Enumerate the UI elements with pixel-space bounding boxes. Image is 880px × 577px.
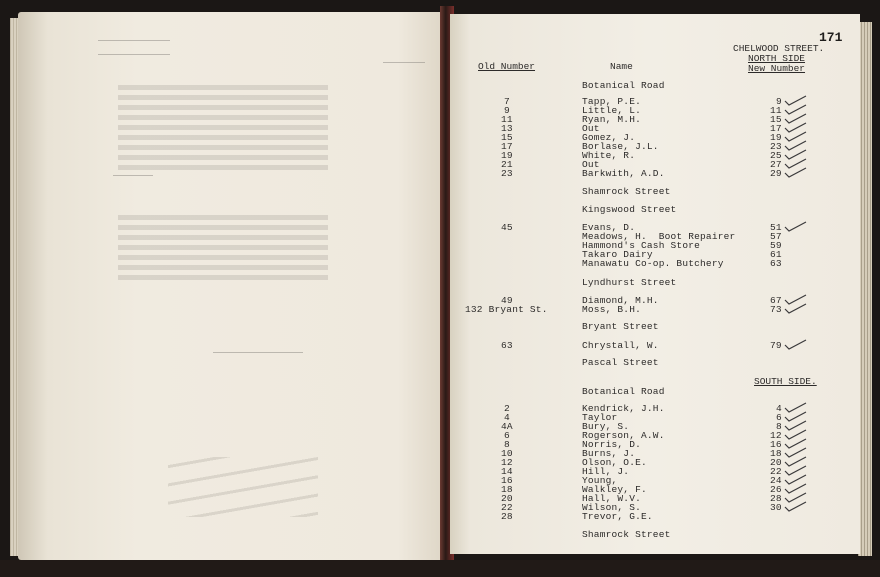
bleed-text-block bbox=[118, 82, 328, 172]
occupant-name: Tapp, P.E. bbox=[582, 96, 642, 107]
new-number: 59 bbox=[770, 240, 782, 251]
occupant-name: Norris, D. bbox=[582, 439, 642, 450]
occupant-name: Hammond's Cash Store bbox=[582, 240, 701, 251]
old-number: 10 bbox=[501, 448, 513, 459]
new-number: 25 bbox=[770, 150, 782, 161]
street-name: Pascal Street bbox=[582, 357, 659, 368]
old-number: 6 bbox=[504, 430, 510, 441]
occupant-name: Kendrick, J.H. bbox=[582, 403, 665, 414]
bleed-rule bbox=[113, 175, 153, 176]
occupant-name: Takaro Dairy bbox=[582, 249, 653, 260]
street-title: CHELWOOD STREET. bbox=[733, 43, 825, 54]
old-number-header: Old Number bbox=[478, 61, 536, 72]
occupant-name: Young, bbox=[582, 475, 618, 486]
new-number: 57 bbox=[770, 231, 782, 242]
bleed-rule bbox=[213, 352, 303, 353]
new-number: 12 bbox=[770, 430, 782, 441]
check-mark-icon bbox=[784, 166, 808, 178]
old-number: 4 bbox=[504, 412, 510, 423]
check-mark-icon bbox=[784, 338, 808, 350]
new-number: 27 bbox=[770, 159, 782, 170]
old-number: 13 bbox=[501, 123, 513, 134]
new-number: 51 bbox=[770, 222, 782, 233]
new-number: 8 bbox=[776, 421, 782, 432]
old-number: 2 bbox=[504, 403, 510, 414]
new-number: 79 bbox=[770, 340, 782, 351]
street-name: Shamrock Street bbox=[582, 186, 671, 197]
new-number: 9 bbox=[776, 96, 782, 107]
street-name: Lyndhurst Street bbox=[582, 277, 677, 288]
old-number: 18 bbox=[501, 484, 513, 495]
old-number: 132 Bryant St. bbox=[465, 304, 548, 315]
occupant-name: Diamond, M.H. bbox=[582, 295, 659, 306]
new-number: 23 bbox=[770, 141, 782, 152]
occupant-name: White, R. bbox=[582, 150, 636, 161]
occupant-name: Evans, D. bbox=[582, 222, 636, 233]
occupant-name: Out bbox=[582, 159, 600, 170]
old-number: 19 bbox=[501, 150, 513, 161]
old-number: 23 bbox=[501, 168, 513, 179]
old-number: 14 bbox=[501, 466, 513, 477]
new-number: 67 bbox=[770, 295, 782, 306]
street-name: Bryant Street bbox=[582, 321, 659, 332]
new-number: 20 bbox=[770, 457, 782, 468]
new-number: 11 bbox=[770, 105, 782, 116]
old-number: 63 bbox=[501, 340, 513, 351]
occupant-name: Trevor, G.E. bbox=[582, 511, 653, 522]
old-number: 17 bbox=[501, 141, 513, 152]
occupant-name: Hill, J. bbox=[582, 466, 630, 477]
new-number: 22 bbox=[770, 466, 782, 477]
occupant-name: Gomez, J. bbox=[582, 132, 636, 143]
old-number: 16 bbox=[501, 475, 513, 486]
occupant-name: Bury, S. bbox=[582, 421, 630, 432]
north-side-label: NORTH SIDE bbox=[748, 53, 806, 64]
new-number: 24 bbox=[770, 475, 782, 486]
occupant-name: Moss, B.H. bbox=[582, 304, 642, 315]
check-mark-icon bbox=[784, 220, 808, 232]
old-number: 20 bbox=[501, 493, 513, 504]
occupant-name: Taylor bbox=[582, 412, 618, 423]
occupant-name: Chrystall, W. bbox=[582, 340, 659, 351]
street-name: Kingswood Street bbox=[582, 204, 677, 215]
occupant-name: Walkley, F. bbox=[582, 484, 647, 495]
occupant-name: Olson, O.E. bbox=[582, 457, 647, 468]
page-number: 171 bbox=[819, 30, 843, 45]
left-page bbox=[18, 12, 446, 560]
street-name: Botanical Road bbox=[582, 80, 665, 91]
old-number: 21 bbox=[501, 159, 513, 170]
new-number: 30 bbox=[770, 502, 782, 513]
new-number: 17 bbox=[770, 123, 782, 134]
occupant-name: Rogerson, A.W. bbox=[582, 430, 665, 441]
occupant-name: Ryan, M.H. bbox=[582, 114, 642, 125]
old-number: 7 bbox=[504, 96, 510, 107]
occupant-name: Little, L. bbox=[582, 105, 642, 116]
occupant-name: Meadows, H. Boot Repairer bbox=[582, 231, 736, 242]
bleed-pencil bbox=[168, 457, 318, 517]
new-number: 73 bbox=[770, 304, 782, 315]
south-side-label: SOUTH SIDE. bbox=[754, 376, 817, 387]
book-cover-bottom bbox=[0, 560, 880, 577]
right-page-edges bbox=[858, 22, 872, 556]
old-number: 45 bbox=[501, 222, 513, 233]
new-number: 15 bbox=[770, 114, 782, 125]
street-name: Shamrock Street bbox=[582, 529, 671, 540]
new-number: 6 bbox=[776, 412, 782, 423]
new-number-header: New Number bbox=[748, 63, 806, 74]
street-name: Botanical Road bbox=[582, 386, 665, 397]
old-number: 8 bbox=[504, 439, 510, 450]
old-number: 22 bbox=[501, 502, 513, 513]
old-number: 15 bbox=[501, 132, 513, 143]
bleed-rule bbox=[383, 62, 425, 63]
new-number: 26 bbox=[770, 484, 782, 495]
occupant-name: Hall, W.V. bbox=[582, 493, 642, 504]
old-number: 28 bbox=[501, 511, 513, 522]
occupant-name: Burns, J. bbox=[582, 448, 636, 459]
check-mark-icon bbox=[784, 302, 808, 314]
old-number: 49 bbox=[501, 295, 513, 306]
new-number: 63 bbox=[770, 258, 782, 269]
old-number: 9 bbox=[504, 105, 510, 116]
occupant-name: Manawatu Co-op. Butchery bbox=[582, 258, 724, 269]
new-number: 19 bbox=[770, 132, 782, 143]
bleed-rule bbox=[98, 54, 170, 55]
occupant-name: Wilson, S. bbox=[582, 502, 642, 513]
new-number: 18 bbox=[770, 448, 782, 459]
name-header: Name bbox=[610, 61, 633, 72]
occupant-name: Barkwith, A.D. bbox=[582, 168, 665, 179]
check-mark-icon bbox=[784, 500, 808, 512]
bleed-rule bbox=[98, 40, 170, 41]
occupant-name: Out bbox=[582, 123, 600, 134]
occupant-name: Borlase, J.L. bbox=[582, 141, 659, 152]
new-number: 4 bbox=[776, 403, 782, 414]
old-number: 4A bbox=[501, 421, 513, 432]
new-number: 29 bbox=[770, 168, 782, 179]
new-number: 16 bbox=[770, 439, 782, 450]
new-number: 61 bbox=[770, 249, 782, 260]
old-number: 12 bbox=[501, 457, 513, 468]
new-number: 28 bbox=[770, 493, 782, 504]
bleed-text-block bbox=[118, 212, 328, 282]
old-number: 11 bbox=[501, 114, 513, 125]
